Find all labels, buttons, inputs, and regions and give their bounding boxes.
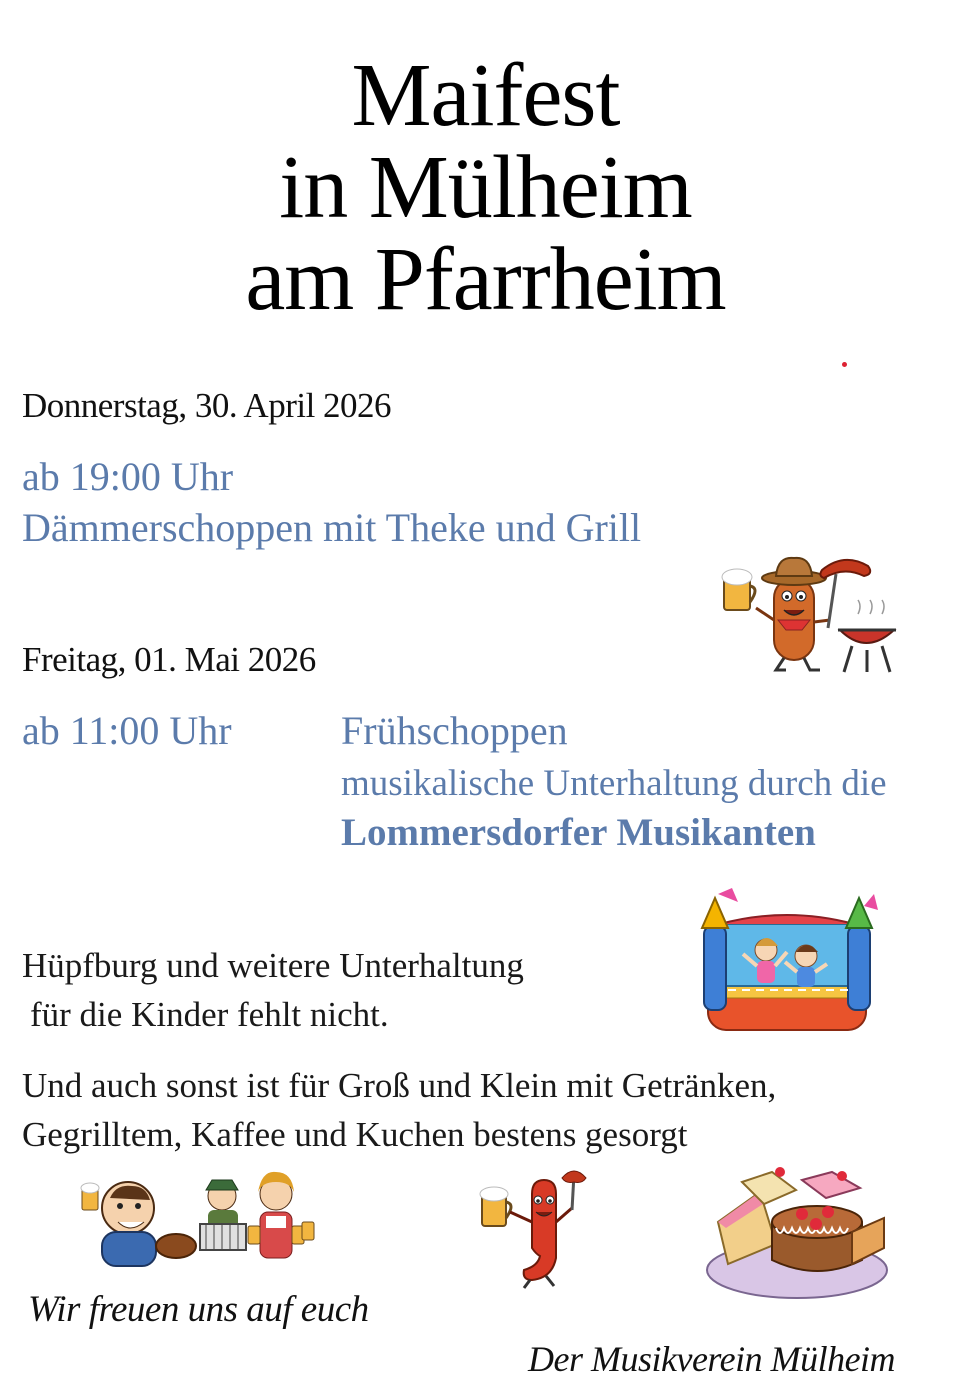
thursday-time: ab 19:00 Uhr — [22, 454, 234, 499]
general-line-1: Und auch sonst ist für Groß und Klein mit Getränken, — [22, 1066, 777, 1105]
general-line-2: Gegrilltem, Kaffee und Kuchen bestens gesorgt — [22, 1115, 688, 1154]
bouncy-castle-icon — [694, 886, 880, 1042]
kids-line-2: für die Kinder fehlt nicht. — [30, 995, 389, 1034]
closing-signature: Der Musikverein Mülheim — [528, 1339, 896, 1379]
kids-line-1: Hüpfburg und weitere Unterhaltung — [22, 946, 524, 985]
friday-time: ab 11:00 Uhr — [22, 708, 232, 753]
closing-greeting: Wir freuen uns auf euch — [28, 1289, 369, 1330]
title-line-2: in Mülheim — [279, 138, 692, 237]
friday-music: musikalische Unterhaltung durch die — [341, 763, 887, 804]
title-line-1: Maifest — [351, 46, 620, 145]
decorative-dot — [842, 362, 847, 367]
sausage-beer-icon — [474, 1164, 614, 1290]
cake-plate-icon — [702, 1162, 892, 1302]
friday-event: Frühschoppen — [341, 708, 568, 753]
title-line-3: am Pfarrheim — [245, 230, 726, 329]
friday-band: Lommersdorfer Musikanten — [341, 811, 816, 854]
thursday-date: Donnerstag, 30. April 2026 — [22, 386, 392, 425]
thursday-event: Dämmerschoppen mit Theke und Grill — [22, 505, 642, 550]
bavarian-musicians-icon — [80, 1166, 316, 1270]
sausage-grill-icon — [718, 548, 898, 676]
friday-date: Freitag, 01. Mai 2026 — [22, 640, 316, 679]
